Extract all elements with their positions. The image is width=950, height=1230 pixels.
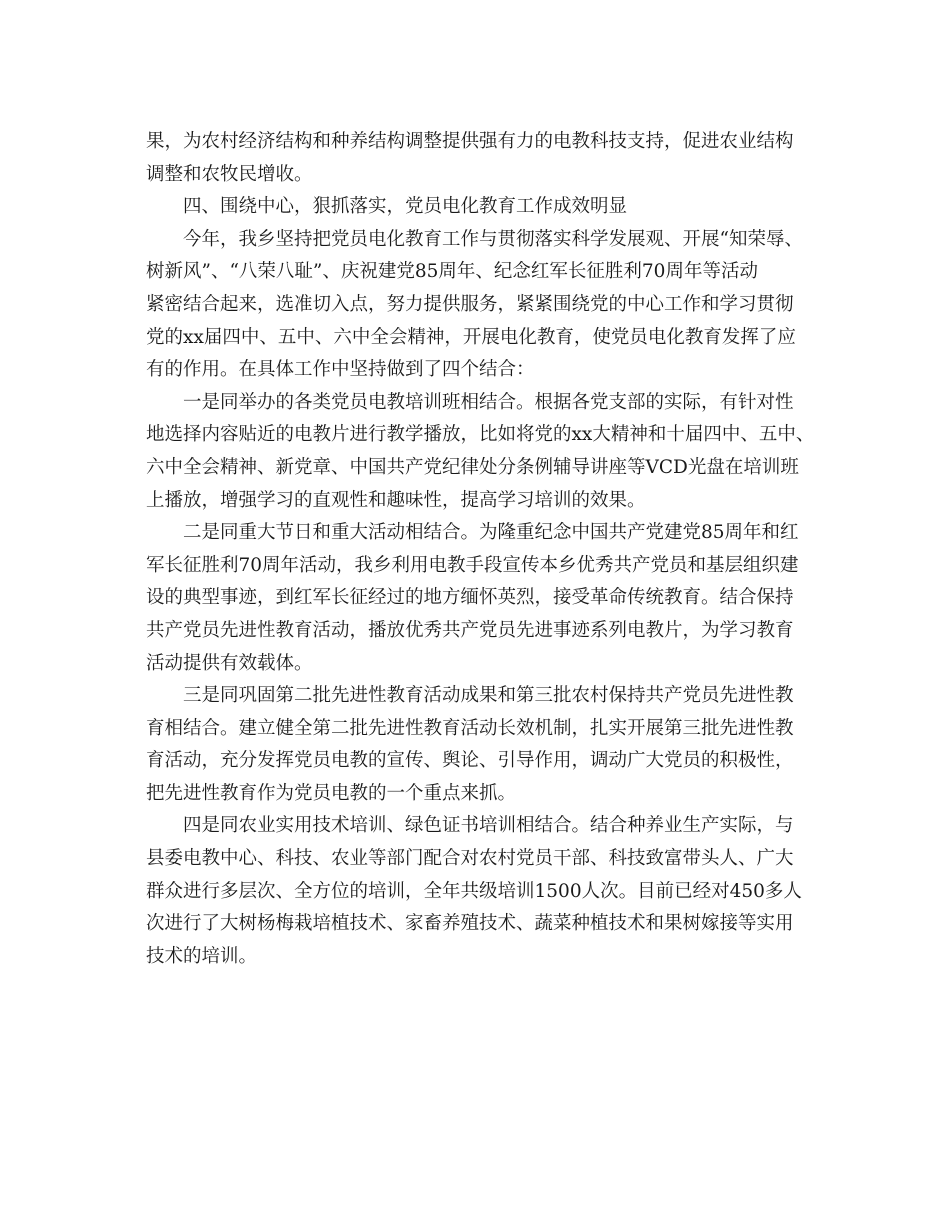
text-line: 军长征胜利70周年活动，我乡利用电教手段宣传本乡优秀共产党员和基层组织建	[146, 554, 799, 576]
text-line: 果，为农村经济结构和种养结构调整提供强有力的电教科技支持，促进农业结构	[146, 131, 794, 152]
text-line: 调整和农牧民增收。	[146, 163, 313, 185]
text-line: 育相结合。建立健全第二批先进性教育活动长效机制，扎实开展第三批先进性教	[146, 717, 794, 739]
text-line: 活动提供有效载体。	[146, 652, 313, 674]
text-line: 有的作用。在具体工作中坚持做到了四个结合：	[146, 359, 535, 381]
text-line: 育活动，充分发挥党员电教的宣传、舆论、引导作用，调动广大党员的积极性，	[146, 750, 794, 772]
text-line: 紧密结合起来，选准切入点，努力提供服务，紧紧围绕党的中心工作和学习贯彻	[146, 293, 794, 315]
text-line: 党的xx届四中、五中、六中全会精神，开展电化教育，使党员电化教育发挥了应	[146, 326, 796, 348]
text-line: 四是同农业实用技术培训、绿色证书培训相结合。结合种养业生产实际，与	[183, 815, 794, 837]
document-body	[146, 126, 815, 973]
text-line: 上播放，增强学习的直观性和趣味性，提高学习培训的效果。	[146, 489, 646, 511]
text-line: 三是同巩固第二批先进性教育活动成果和第三批农村保持共产党员先进性教	[183, 685, 794, 707]
text-line: 技术的培训。	[146, 945, 258, 967]
text-line: 地选择内容贴近的电教片进行教学播放，比如将党的xx大精神和十届四中、五中、	[146, 424, 815, 446]
text-line: 把先进性教育作为党员电教的一个重点来抓。	[146, 782, 517, 804]
text-line: 今年，我乡坚持把党员电化教育工作与贯彻落实科学发展观、开展“知荣辱、	[183, 228, 803, 250]
text-line: 四、围绕中心，狠抓落实，党员电化教育工作成效明显	[183, 196, 628, 218]
text-line: 共产党员先进性教育活动，播放优秀共产党员先进事迹系列电教片，为学习教育	[146, 619, 794, 641]
text-line: 一是同举办的各类党员电教培训班相结合。根据各党支部的实际，有针对性	[183, 391, 794, 413]
text-line: 设的典型事迹，到红军长征经过的地方缅怀英烈，接受革命传统教育。结合保持	[146, 587, 794, 609]
text-line: 群众进行多层次、全方位的培训，全年共级培训1500人次。目前已经对450多人	[146, 880, 802, 902]
text-line: 次进行了大树杨梅栽培植技术、家畜养殖技术、蔬菜种植技术和果树嫁接等实用	[146, 913, 794, 935]
text-line: 六中全会精神、新党章、中国共产党纪律处分条例辅导讲座等VCD光盘在培训班	[146, 456, 799, 478]
text-line: 二是同重大节日和重大活动相结合。为隆重纪念中国共产党建党85周年和红	[183, 522, 799, 544]
text-line: 县委电教中心、科技、农业等部门配合对农村党员干部、科技致富带头人、广大	[146, 848, 794, 870]
text-line: 树新风”、“八荣八耻”、庆祝建党85周年、纪念红军长征胜利70周年等活动	[146, 261, 758, 283]
